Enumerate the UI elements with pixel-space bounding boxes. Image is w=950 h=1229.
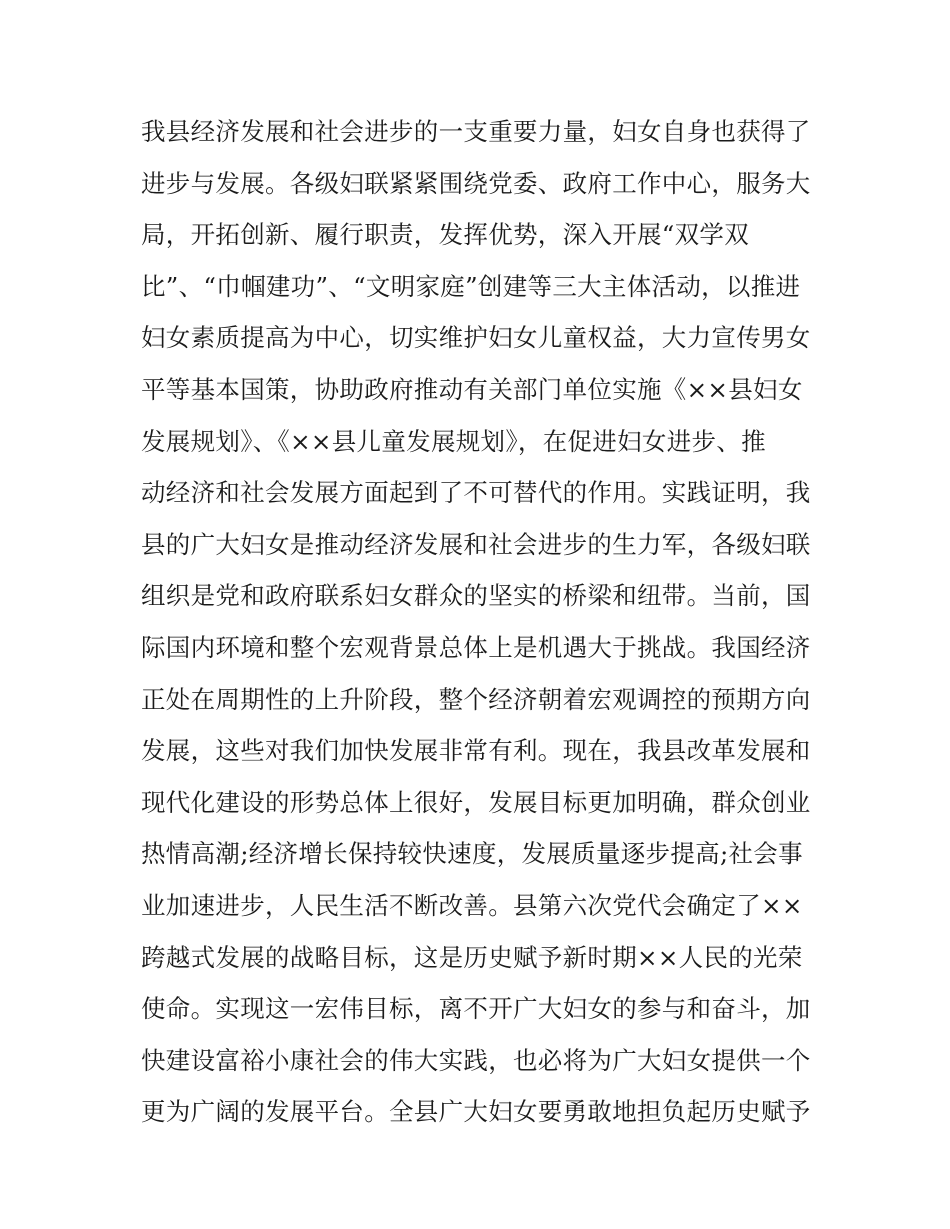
text-line: 局，开拓创新、履行职责，发挥优势，深入开展“双学双 bbox=[141, 220, 750, 250]
text-line: 进步与发展。各级妇联紧紧围绕党委、政府工作中心，服务大 bbox=[141, 168, 811, 198]
text-line: 发展，这些对我们加快发展非常有利。现在，我县改革发展和 bbox=[141, 736, 811, 766]
text-line: 快建设富裕小康社会的伟大实践，也必将为广大妇女提供一个 bbox=[141, 1045, 811, 1075]
text-line: 现代化建设的形势总体上很好，发展目标更加明确，群众创业 bbox=[141, 787, 811, 817]
text-line: 动经济和社会发展方面起到了不可替代的作用。实践证明，我 bbox=[141, 478, 811, 508]
text-line: 使命。实现这一宏伟目标，离不开广大妇女的参与和奋斗，加 bbox=[141, 994, 811, 1024]
text-line: 业加速进步，人民生活不断改善。县第六次党代会确定了×× bbox=[141, 890, 803, 920]
text-line: 跨越式发展的战略目标，这是历史赋予新时期××人民的光荣 bbox=[141, 942, 803, 972]
text-line: 县的广大妇女是推动经济发展和社会进步的生力军，各级妇联 bbox=[141, 529, 811, 559]
text-line: 我县经济发展和社会进步的一支重要力量，妇女自身也获得了 bbox=[141, 117, 811, 146]
body-paragraph bbox=[141, 106, 821, 1138]
text-line: 发展规划》、《××县儿童发展规划》，在促进妇女进步、推 bbox=[141, 426, 766, 456]
text-line: 热情高潮;经济增长保持较快速度，发展质量逐步提高;社会事 bbox=[141, 839, 803, 869]
text-line: 比”、“巾帼建功”、“文明家庭”创建等三大主体活动，以推进 bbox=[141, 271, 801, 301]
text-line: 妇女素质提高为中心，切实维护妇女儿童权益，大力宣传男女 bbox=[141, 323, 811, 353]
text-line: 正处在周期性的上升阶段，整个经济朝着宏观调控的预期方向 bbox=[141, 684, 811, 714]
text-line: 际国内环境和整个宏观背景总体上是机遇大于挑战。我国经济 bbox=[141, 632, 811, 662]
text-line: 组织是党和政府联系妇女群众的坚实的桥梁和纽带。当前，国 bbox=[141, 581, 811, 611]
text-line: 平等基本国策，协助政府推动有关部门单位实施《××县妇女 bbox=[141, 374, 803, 404]
text-line: 更为广阔的发展平台。全县广大妇女要勇敢地担负起历史赋予 bbox=[141, 1097, 811, 1127]
